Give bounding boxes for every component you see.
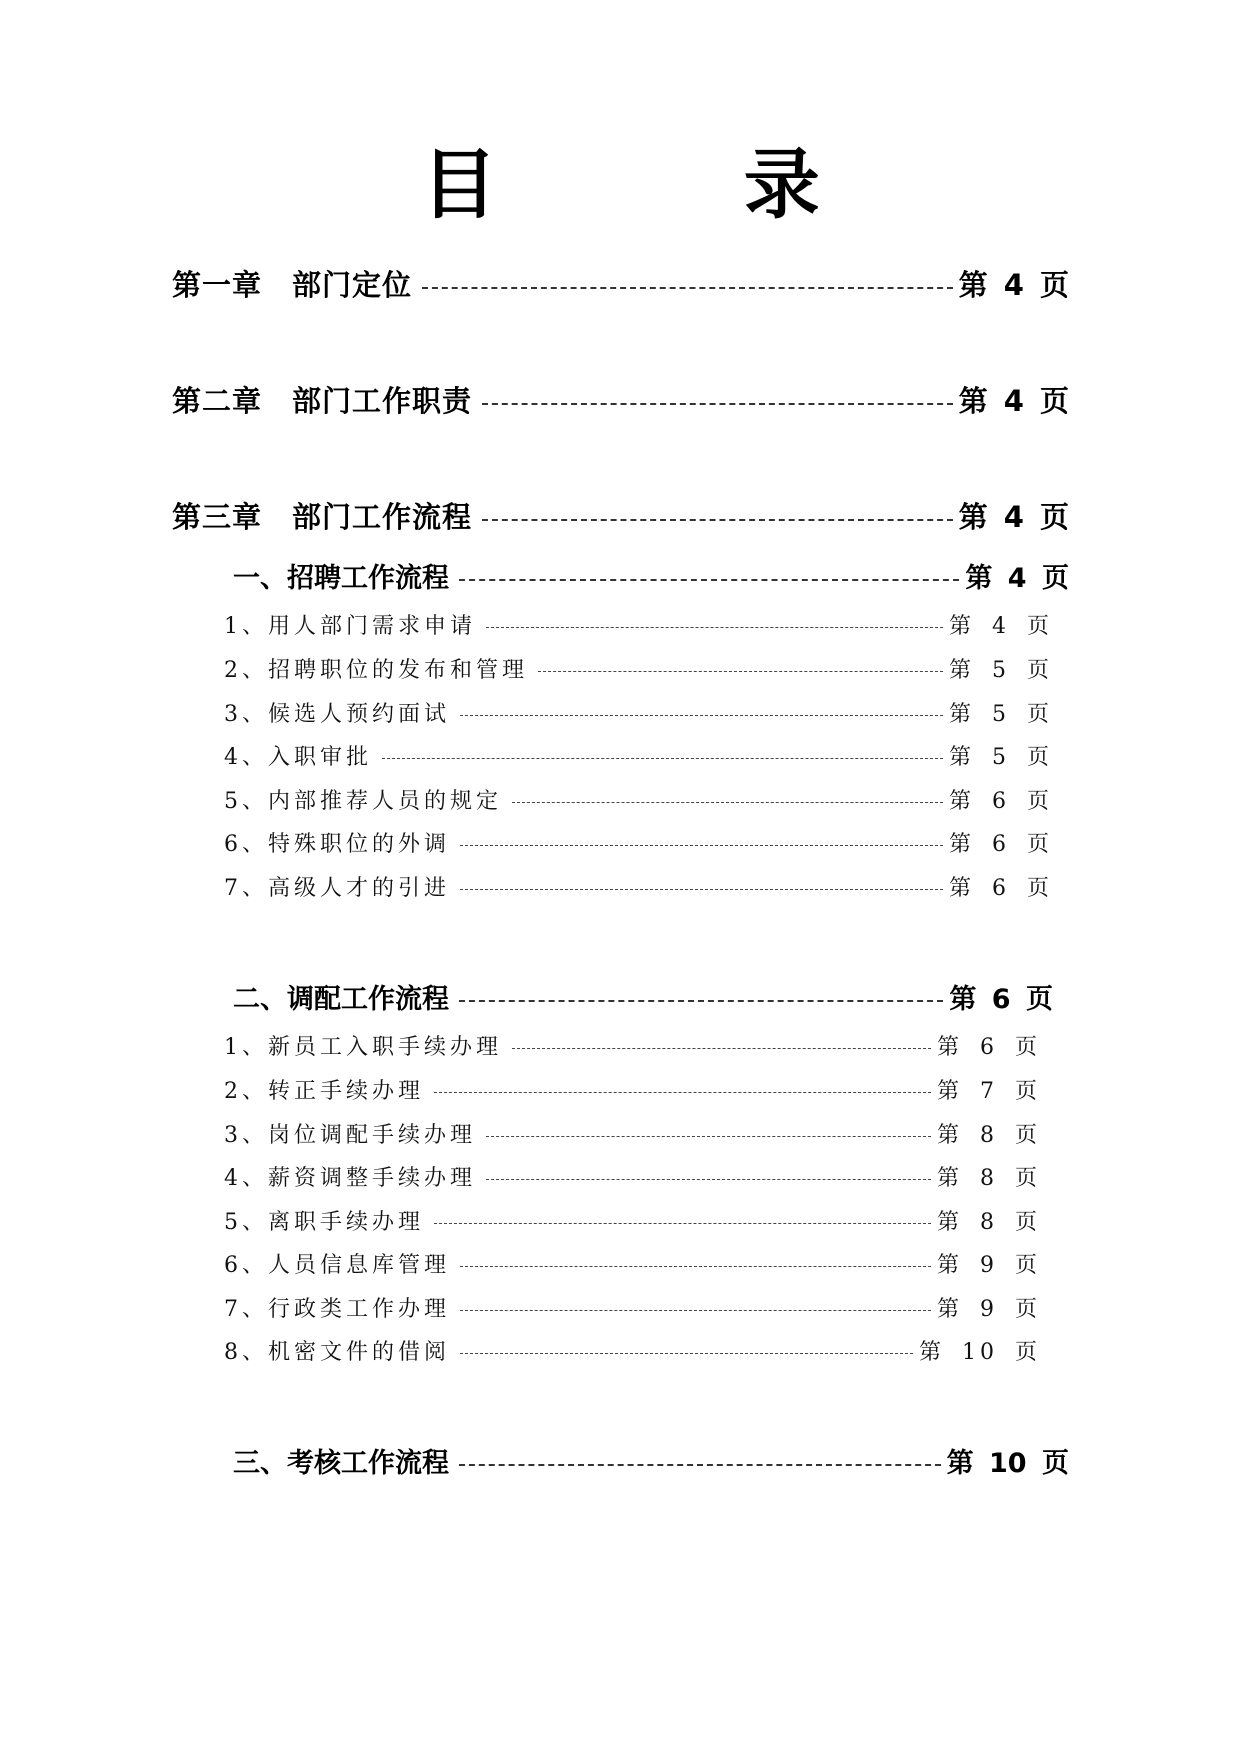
- toc-item[interactable]: [224, 1248, 1041, 1279]
- dotted-leader: [512, 802, 943, 803]
- dotted-leader: [382, 758, 943, 759]
- toc-item[interactable]: [224, 653, 1053, 684]
- toc-item-title: 7、高级人才的引进: [224, 876, 450, 901]
- toc-section-title: 一、招聘工作流程: [233, 563, 449, 594]
- toc-page-number: 第 4 页: [958, 384, 1069, 418]
- toc-item-title: 2、招聘职位的发布和管理: [224, 658, 528, 683]
- toc-page-number: 第 5 页: [949, 745, 1053, 770]
- toc-page-number: 第 9 页: [937, 1253, 1041, 1278]
- toc-chapter-3[interactable]: [172, 495, 1069, 536]
- toc-item-title: 8、机密文件的借阅: [224, 1340, 450, 1365]
- toc-item[interactable]: [224, 609, 1053, 640]
- toc-page-number: 第 4 页: [949, 614, 1053, 639]
- toc-item[interactable]: [224, 1030, 1041, 1061]
- dotted-leader: [434, 1092, 931, 1093]
- toc-page-number: 第 8 页: [937, 1166, 1041, 1191]
- toc-section-title: 二、调配工作流程: [233, 984, 449, 1015]
- toc-item[interactable]: [224, 784, 1053, 815]
- toc-item[interactable]: [224, 871, 1053, 902]
- dotted-leader: [460, 889, 943, 890]
- toc-page-number: 第 6 页: [949, 789, 1053, 814]
- toc-item-title: 3、岗位调配手续办理: [224, 1123, 476, 1148]
- toc-item-title: 6、特殊职位的外调: [224, 832, 450, 857]
- dotted-leader: [460, 1266, 931, 1267]
- dotted-leader: [512, 1048, 931, 1049]
- toc-item[interactable]: [224, 697, 1053, 728]
- toc-page-number: 第 7 页: [937, 1079, 1041, 1104]
- toc-page-number: 第 6 页: [949, 876, 1053, 901]
- toc-item[interactable]: [224, 1205, 1041, 1236]
- dotted-leader: [434, 1223, 931, 1224]
- toc-item-title: 5、离职手续办理: [224, 1210, 424, 1235]
- toc-section-allocation[interactable]: [233, 977, 1053, 1016]
- toc-item-title: 4、薪资调整手续办理: [224, 1166, 476, 1191]
- toc-item-title: 3、候选人预约面试: [224, 702, 450, 727]
- toc-item[interactable]: [224, 827, 1053, 858]
- dotted-leader: [486, 627, 943, 628]
- toc-chapter-title: 第二章 部门工作职责: [172, 384, 473, 418]
- dotted-leader: [460, 1310, 931, 1311]
- toc-item[interactable]: [224, 1292, 1041, 1323]
- toc-page-number: 第 6 页: [949, 984, 1053, 1015]
- toc-item-title: 6、人员信息库管理: [224, 1253, 450, 1278]
- toc-chapter-title: 第三章 部门工作流程: [172, 500, 473, 534]
- toc-page-number: 第 5 页: [949, 658, 1053, 683]
- toc-item-title: 5、内部推荐人员的规定: [224, 789, 502, 814]
- toc-page-number: 第 5 页: [949, 702, 1053, 727]
- toc-page-number: 第 6 页: [949, 832, 1053, 857]
- toc-chapter-title: 第一章 部门定位: [172, 268, 413, 302]
- toc-chapter-1[interactable]: [172, 263, 1069, 304]
- dotted-leader: [459, 579, 959, 581]
- toc-page-number: 第 4 页: [958, 500, 1069, 534]
- toc-item-title: 7、行政类工作办理: [224, 1297, 450, 1322]
- dotted-leader: [538, 671, 943, 672]
- dotted-leader: [460, 845, 943, 846]
- dotted-leader: [460, 1353, 913, 1354]
- toc-page-number: 第 6 页: [937, 1035, 1041, 1060]
- dotted-leader: [460, 715, 943, 716]
- toc-page-number: 第 8 页: [937, 1123, 1041, 1148]
- toc-item-title: 4、入职审批: [224, 745, 372, 770]
- toc-item[interactable]: [224, 1335, 1041, 1366]
- toc-chapter-2[interactable]: [172, 379, 1069, 420]
- toc-page-number: 第 9 页: [937, 1297, 1041, 1322]
- toc-page-number: 第 4 页: [958, 268, 1069, 302]
- dotted-leader: [482, 403, 953, 405]
- dotted-leader: [486, 1179, 931, 1180]
- toc-page-number: 第 10 页: [946, 1448, 1069, 1479]
- toc-item[interactable]: [224, 1118, 1041, 1149]
- page-title: 目 录: [421, 140, 930, 229]
- toc-item[interactable]: [224, 740, 1053, 771]
- toc-item-title: 1、新员工入职手续办理: [224, 1035, 502, 1060]
- dotted-leader: [486, 1136, 931, 1137]
- toc-section-title: 三、考核工作流程: [233, 1448, 449, 1479]
- toc-page-number: 第 8 页: [937, 1210, 1041, 1235]
- dotted-leader: [459, 1464, 941, 1466]
- toc-section-recruitment[interactable]: [233, 556, 1069, 595]
- toc-item[interactable]: [224, 1161, 1041, 1192]
- toc-item-title: 2、转正手续办理: [224, 1079, 424, 1104]
- toc-page-number: 第 10 页: [919, 1340, 1041, 1365]
- toc-item[interactable]: [224, 1074, 1041, 1105]
- dotted-leader: [422, 287, 953, 289]
- toc-section-assessment[interactable]: [233, 1441, 1069, 1480]
- dotted-leader: [482, 519, 953, 521]
- toc-page-number: 第 4 页: [965, 563, 1069, 594]
- dotted-leader: [459, 1000, 943, 1002]
- toc-item-title: 1、用人部门需求申请: [224, 614, 476, 639]
